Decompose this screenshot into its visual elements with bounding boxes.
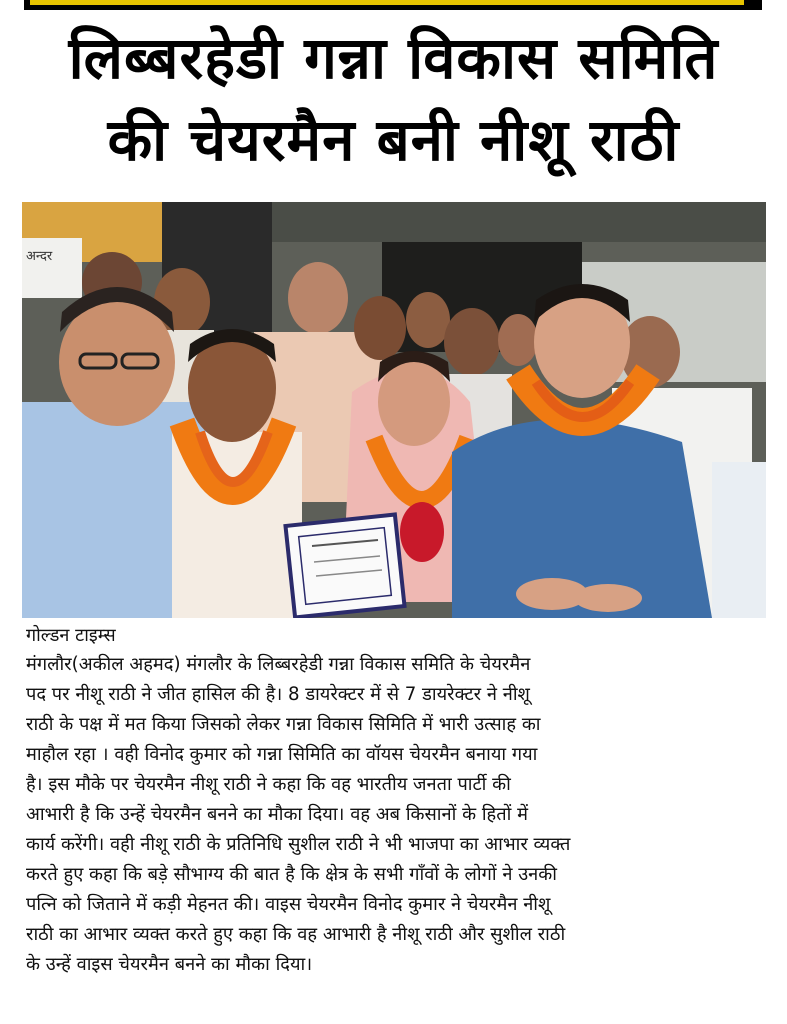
article-line: माहौल रहा । वही विनोद कुमार को गन्ना सिमिति का वॉयस चेयरमैन बनाया गया <box>26 744 538 765</box>
news-photo <box>22 202 766 618</box>
article-line: कार्य करेंगी। वही नीशू राठी के प्रतिनिधि सुशील राठी ने भी भाजपा का आभार व्यक्त <box>26 834 571 855</box>
headline-line-1: लिब्बरहेडी गन्ना विकास समिति <box>68 24 719 92</box>
article-line: के उन्हें वाइस चेयरमैन बनने का मौका दिया। <box>26 954 313 975</box>
article-line: पत्नि को जिताने में कड़ी मेहनत की। वाइस चेयरमैन विनोद कुमार ने चेयरमैन नीशू <box>26 894 551 915</box>
top-decorative-rule <box>24 0 762 10</box>
person-right-edge <box>712 462 766 618</box>
article-line: आभारी है कि उन्हें चेयरमैन बनने का मौका दिया। वह अब किसानों के हितों में <box>26 804 528 825</box>
article-line: राठी का आभार व्यक्त करते हुए कहा कि वह आभारी है नीशू राठी और सुशील राठी <box>26 924 566 945</box>
certificate <box>285 515 404 618</box>
article-line: पद पर नीशू राठी ने जीत हासिल की है। 8 डायरेक्टर में से 7 डायरेक्टर ने नीशू <box>26 684 530 705</box>
news-source-credit: गोल्डन टाइम्स <box>26 625 116 646</box>
article-line: करते हुए कहा कि बड़े सौभाग्य की बात है कि क्षेत्र के सभी गाँवों के लोगों ने उनकी <box>26 864 557 885</box>
door-sign-text: अन्दर <box>26 249 53 264</box>
article-line: है। इस मौके पर चेयरमैन नीशू राठी ने कहा कि वह भारतीय जनता पार्टी की <box>26 774 511 795</box>
article-line: मंगलौर(अकील अहमद) मंगलौर के लिब्बरहेडी गन्ना विकास समिति के चेयरमैन <box>26 654 531 675</box>
headline-line-2: की चेयरमैन बनी नीशू राठी <box>107 106 680 174</box>
news-photo-illustration <box>22 202 766 618</box>
article-line: राठी के पक्ष में मत किया जिसको लेकर गन्ना विकास सिमिति में भारी उत्साह का <box>26 714 541 735</box>
top-accent-bar <box>30 0 744 5</box>
article-body <box>26 650 770 980</box>
